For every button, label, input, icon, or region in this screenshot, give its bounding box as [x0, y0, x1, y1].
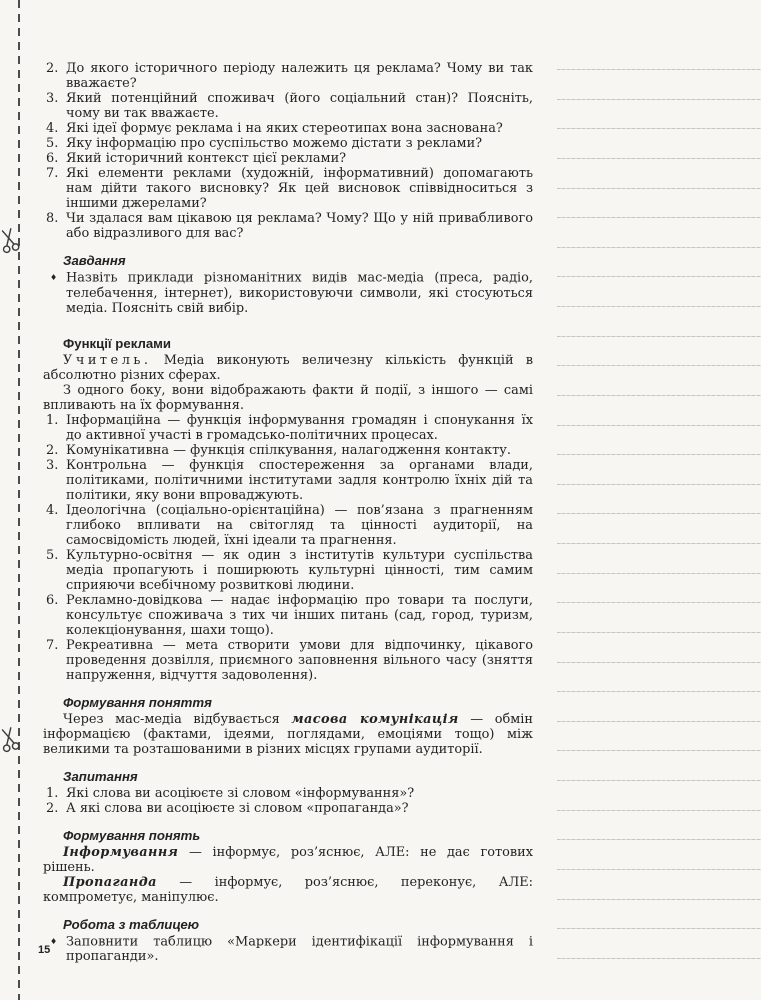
list-item-text: Інформаційна — функція інформування громадян і спонукання їх до активної участі в громадсько-політичних процесах. — [66, 412, 533, 443]
note-rule-line — [557, 484, 761, 485]
list-item-text: Які елементи реклами (художній, інформативний) допомагають нам дійти такого висновку? Як цей висновок співвідноситься з іншими джерелами? — [66, 166, 533, 211]
note-rule-line — [557, 602, 761, 603]
table-task — [43, 934, 533, 965]
note-rule-line — [557, 691, 761, 692]
list-item-text: Комунікативна — функція спілкування, налагодження контакту. — [66, 442, 511, 458]
note-rule-line — [557, 306, 761, 307]
note-rule-line — [557, 632, 761, 633]
note-rule-line — [557, 958, 761, 959]
diamond-bullet-icon: ♦ — [50, 936, 58, 946]
list-item-number: 1. — [46, 412, 59, 428]
note-rule-line — [557, 99, 761, 100]
note-rule-line — [557, 662, 761, 663]
note-rule-line — [557, 365, 761, 366]
note-rule-line — [557, 899, 761, 900]
list-item-number: 2. — [46, 442, 59, 458]
note-rule-line — [557, 188, 761, 189]
text-run: — обмін інформацією (фактами, ідеями, поглядами, емоціями тощо) між великими та розташованими в різних місцях групами аудиторії. — [43, 711, 533, 757]
list-item — [43, 121, 533, 136]
list-item-number: 7. — [46, 166, 59, 181]
emphasized-term: масова комунікація — [291, 711, 459, 727]
note-rule-line — [557, 158, 761, 159]
note-rule-line — [557, 128, 761, 129]
list-item-number: 1. — [46, 785, 59, 801]
text-run: Заповнити таблицю «Маркери ідентифікації інформування і пропаганди». — [66, 934, 533, 964]
list-item-text: Які слова ви асоціюєте зі словом «інформування»? — [66, 785, 415, 801]
list-item-text: Контрольна — функція спостереження за органами влади, політиками, політичними інститутами задля контролю їхніх дій та політики, яку вони впроваджують. — [66, 457, 533, 503]
list-item — [43, 91, 533, 121]
list-item — [43, 458, 533, 503]
list-item-number: 8. — [46, 211, 59, 226]
note-rule-line — [557, 543, 761, 544]
note-rule-line — [557, 573, 761, 574]
note-rule-line — [557, 217, 761, 218]
list-item — [43, 443, 533, 458]
list-item-number: 6. — [46, 592, 59, 608]
text-run: Медіа виконують величезну кількість функцій в абсолютно різних сферах. — [43, 352, 533, 383]
list-item-text: До якого історичного періоду належить ця реклама? Чому ви так вважаєте? — [66, 61, 533, 91]
teacher-intro — [43, 353, 533, 383]
note-rule-line — [557, 425, 761, 426]
note-rule-line — [557, 869, 761, 870]
note-rule-line — [557, 928, 761, 929]
emphasized-term: Пропаганда — [63, 874, 157, 890]
informuvannia-definition — [43, 845, 533, 875]
list-item-number: 6. — [46, 151, 59, 166]
mass-communication-definition — [43, 712, 533, 757]
list-item-number: 5. — [46, 136, 59, 151]
list-item — [43, 136, 533, 151]
list-item — [43, 211, 533, 241]
list-item-text: Яку інформацію про суспільство можемо дістати з реклами? — [66, 136, 483, 151]
zavdannia-task — [43, 270, 533, 316]
notes-ruled-area — [557, 0, 761, 1000]
note-rule-line — [557, 69, 761, 70]
list-item — [43, 801, 533, 816]
section-formuvannia-poniat: Формування понять — [63, 827, 201, 843]
propaganda-definition — [43, 875, 533, 905]
list-item-text: А які слова ви асоціюєте зі словом «пропаганда»? — [66, 800, 409, 816]
note-rule-line — [557, 721, 761, 722]
section-zapytannia: Запитання — [63, 768, 138, 784]
section-funktsii-reklamy: Функції реклами — [63, 335, 172, 351]
list-item — [43, 413, 533, 443]
cut-dashed-line — [18, 0, 20, 1000]
list-item-text: Рекламно-довідкова — надає інформацію про товари та послуги, консультує споживача з тих чи інших питань (сад, город, туризм, колекціонування, шахи тощо). — [66, 592, 533, 638]
section-formuvannia-poniattia: Формування поняття — [63, 694, 212, 710]
emphasized-term: Інформування — [63, 844, 179, 860]
worksheet-text-column — [43, 61, 533, 964]
list-item-text: Які ідеї формує реклама і на яких стереотипах вона заснована? — [66, 121, 503, 136]
text-run: — інформує, роз’яснює, АЛЕ: не дає готових рішень. — [43, 844, 533, 875]
list-item — [43, 151, 533, 166]
note-rule-line — [557, 839, 761, 840]
note-rule-line — [557, 780, 761, 781]
note-rule-line — [557, 247, 761, 248]
list-item-number: 4. — [46, 121, 59, 136]
list-item — [43, 593, 533, 638]
list-item-number: 2. — [46, 800, 59, 816]
list-item-number: 4. — [46, 502, 59, 518]
list-item-text: Який потенційний споживач (його соціальний стан)? Поясніть, чому ви так вважаєте. — [66, 91, 533, 121]
list-item — [43, 638, 533, 683]
note-rule-line — [557, 454, 761, 455]
note-rule-line — [557, 810, 761, 811]
text-run: З одного боку, вони відображають факти й події, з іншого — самі впливають на їх формування. — [43, 382, 533, 413]
section-zavdannia: Завдання — [63, 253, 126, 268]
advert-analysis-questions — [43, 61, 533, 241]
list-item — [43, 503, 533, 548]
list-item — [43, 166, 533, 211]
list-item — [43, 61, 533, 91]
note-rule-line — [557, 750, 761, 751]
note-rule-line — [557, 395, 761, 396]
list-item-number: 5. — [46, 547, 59, 563]
page-number: 15 — [38, 944, 51, 956]
list-item — [43, 548, 533, 593]
list-item-number: 2. — [46, 61, 59, 76]
text-run: Назвіть приклади різноманітних видів мас-медіа (преса, радіо, телебачення, інтернет), використовуючи символи, які стосуються медіа. Поясніть свій вибір. — [66, 270, 533, 316]
association-questions — [43, 786, 533, 816]
note-rule-line — [557, 276, 761, 277]
list-item-number: 3. — [46, 91, 59, 106]
list-item-text: Рекреативна — мета створити умови для відпочинку, цікавого проведення дозвілля, приємного заповнення вільного часу (зняття напруження, відчуття задоволення). — [66, 637, 533, 683]
media-functions-list — [43, 413, 533, 683]
text-run: — інформує, роз’яснює, переконує, АЛЕ: компрометує, маніпулює. — [43, 874, 533, 905]
list-item-text: Який історичний контекст цієї реклами? — [66, 151, 347, 166]
section-robota-z-tablytseiu: Робота з таблицею — [63, 916, 200, 932]
list-item — [43, 786, 533, 801]
list-item-number: 7. — [46, 637, 59, 653]
diamond-bullet-icon: ♦ — [50, 273, 58, 282]
text-run: Через мас-медіа відбувається — [63, 711, 292, 727]
list-item-text: Чи здалася вам цікавою ця реклама? Чому? Що у ній привабливого або відразливого для вас? — [66, 211, 533, 241]
media-influence — [43, 383, 533, 413]
text-run: Учитель. — [63, 352, 152, 368]
note-rule-line — [557, 336, 761, 337]
list-item-text: Культурно-освітня — як один з інститутів культури суспільства медіа пропагують і поширюють культурні цінності, тим самим сприяючи всебічному розвиткові людини. — [66, 547, 533, 593]
list-item-text: Ідеологічна (соціально-орієнтаційна) — пов’язана з прагненням глибоко впливати на світогляд та цінності аудиторії, на самосвідомість людей, їхні ідеали та прагнення. — [66, 502, 533, 548]
list-item-number: 3. — [46, 457, 59, 473]
note-rule-line — [557, 513, 761, 514]
